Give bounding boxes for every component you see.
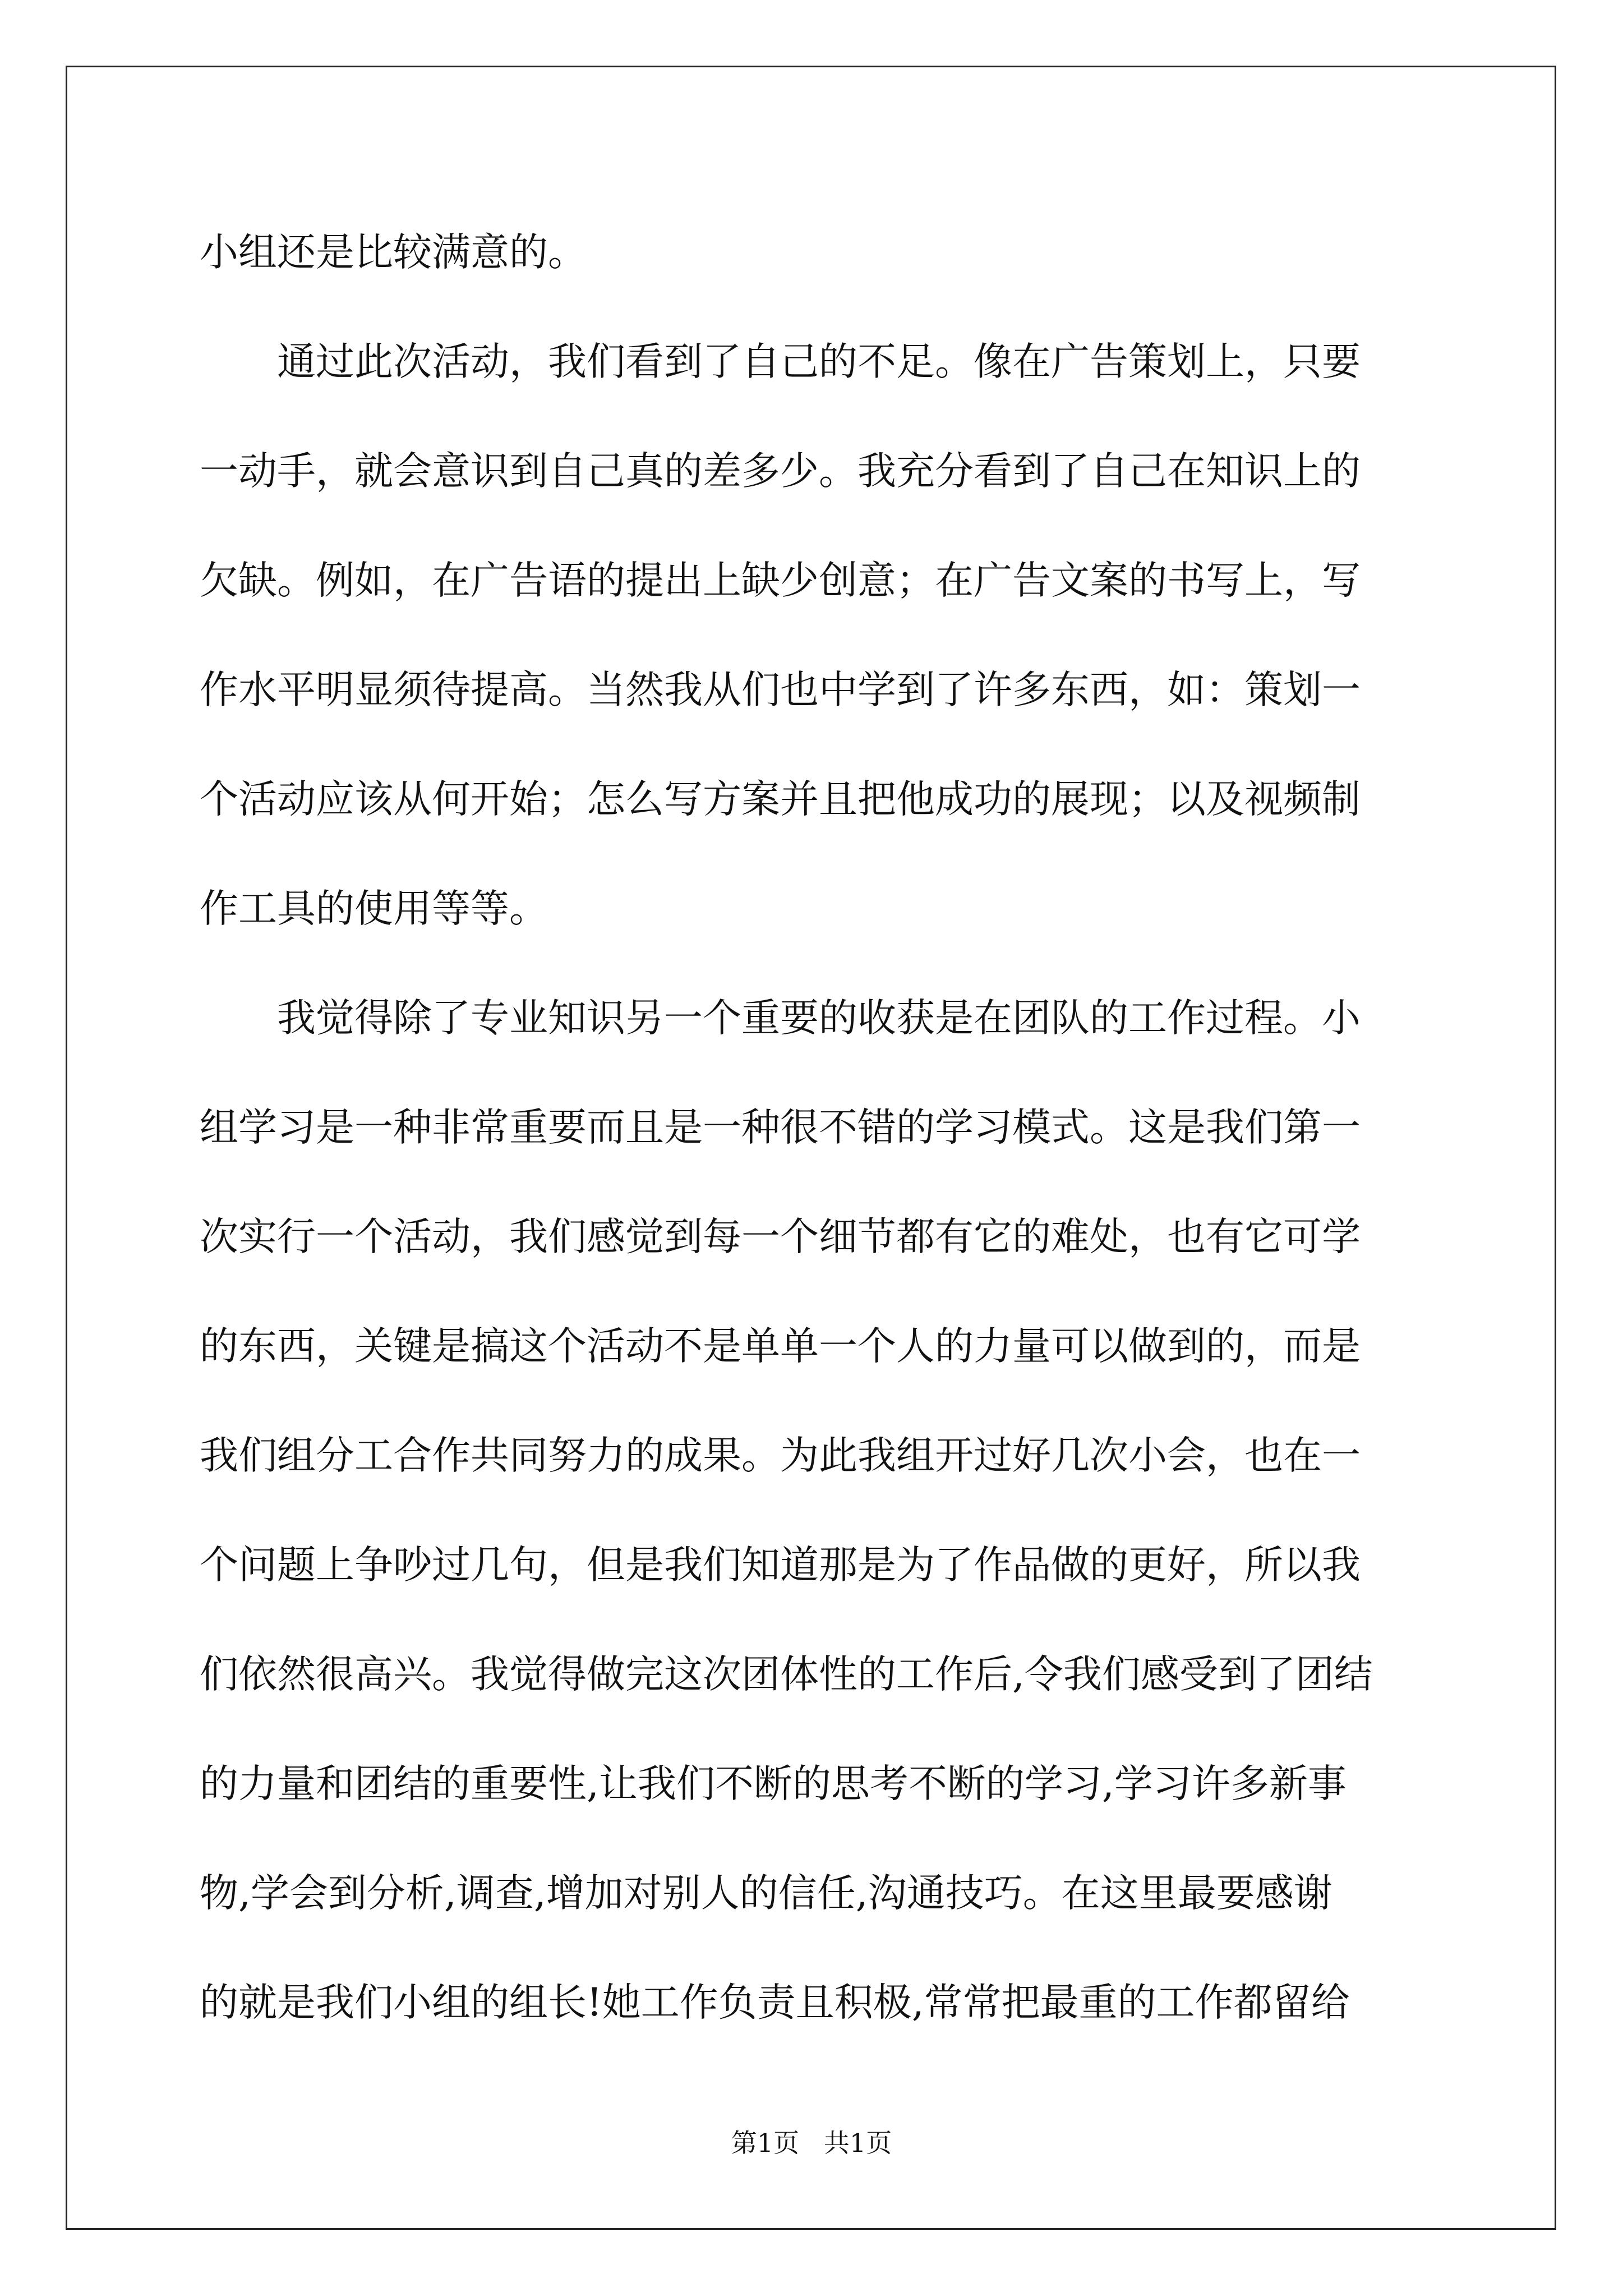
text-line: 的就是我们小组的组长!她工作负责且积极,常常把最重的工作都留给: [200, 1980, 1350, 2025]
text-line: 通过此次活动，我们看到了自己的不足。像在广告策划上，只要: [200, 339, 1361, 384]
text-line: 一动手，就会意识到自己真的差多少。我充分看到了自己在知识上的: [200, 449, 1361, 494]
text-line: 欠缺。例如，在广告语的提出上缺少创意；在广告文案的书写上，写: [200, 558, 1361, 603]
text-line: 们依然很高兴。我觉得做完这次团体性的工作后,令我们感受到了团结: [200, 1652, 1373, 1697]
text-line: 我们组分工合作共同努力的成果。为此我组开过好几次小会，也在一: [200, 1433, 1361, 1478]
text-line: 物,学会到分析,调查,增加对别人的信任,沟通技巧。在这里最要感谢: [200, 1871, 1332, 1916]
text-line: 小组还是比较满意的。: [200, 230, 587, 275]
text-line: 作水平明显须待提高。当然我从们也中学到了许多东西，如：策划一: [200, 668, 1361, 712]
text-line: 的东西，关键是搞这个活动不是单单一个人的力量可以做到的，而是: [200, 1324, 1361, 1369]
text-line: 次实行一个活动，我们感觉到每一个细节都有它的难处，也有它可学: [200, 1214, 1361, 1259]
text-line: 个问题上争吵过几句，但是我们知道那是为了作品做的更好，所以我: [200, 1543, 1361, 1588]
text-line: 组学习是一种非常重要而且是一种很不错的学习模式。这是我们第一: [200, 1105, 1361, 1150]
text-line: 的力量和团结的重要性,让我们不断的思考不断的学习,学习许多新事: [200, 1761, 1347, 1806]
text-line: 我觉得除了专业知识另一个重要的收获是在团队的工作过程。小: [200, 996, 1361, 1041]
text-line: 个活动应该从何开始；怎么写方案并且把他成功的展现；以及视频制: [200, 777, 1361, 822]
text-line: 作工具的使用等等。: [200, 886, 548, 931]
page-footer: 第1页 共1页: [731, 2128, 892, 2158]
